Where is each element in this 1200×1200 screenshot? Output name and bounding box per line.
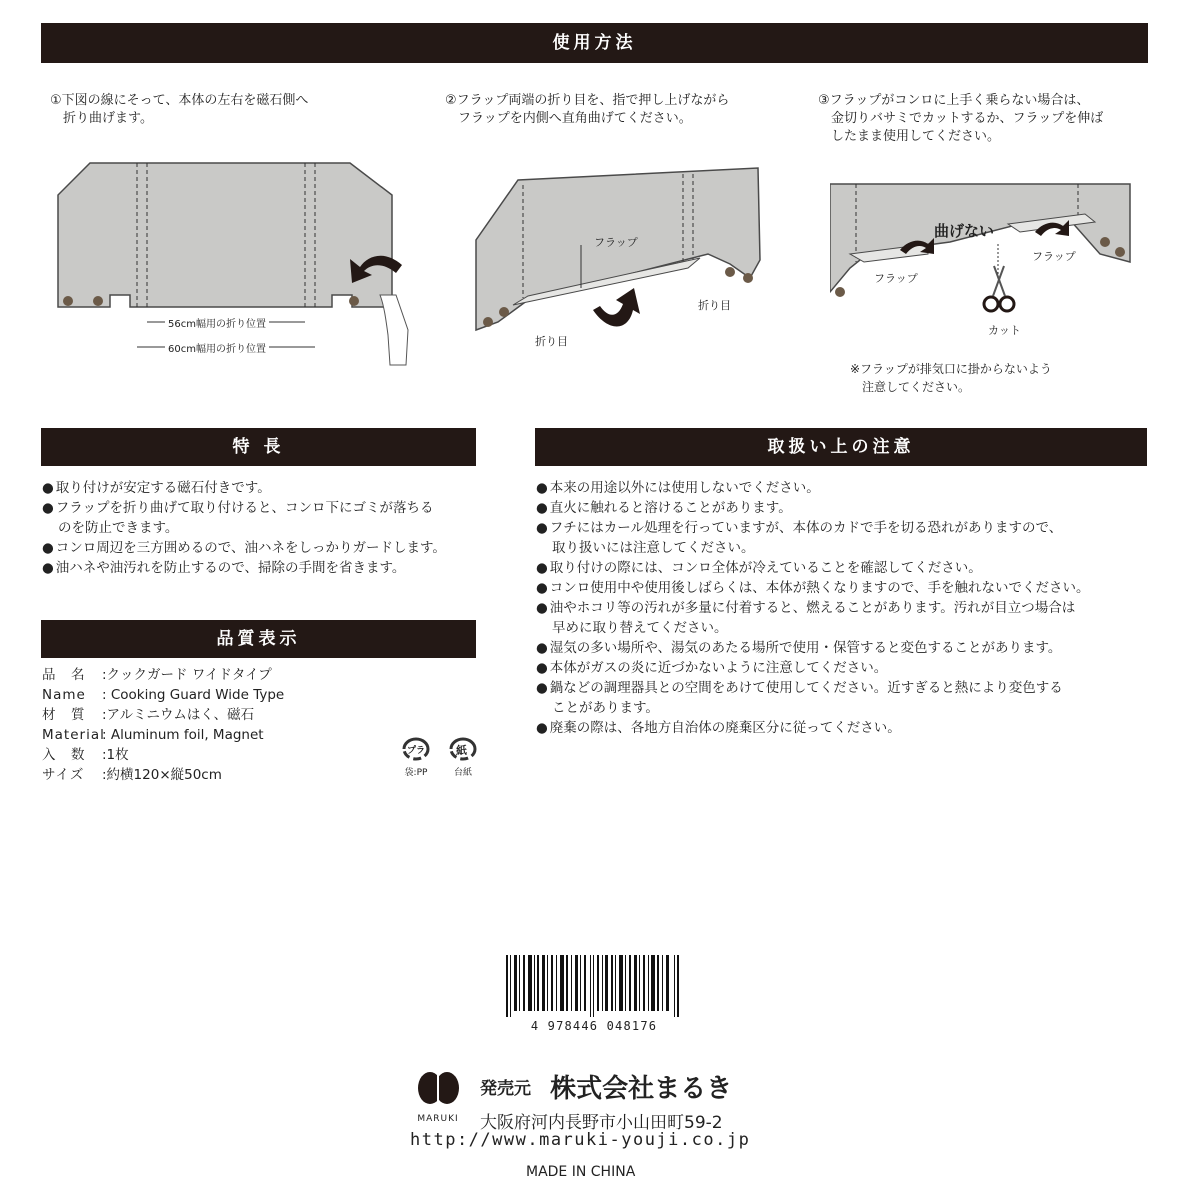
spec-label: 材 質	[42, 707, 86, 723]
label-cut: カット	[988, 324, 1021, 337]
spec-label: 入 数	[42, 747, 86, 763]
maruki-logo	[408, 1068, 468, 1124]
label-56cm: 56cm幅用の折り位置	[165, 315, 269, 330]
label-flap: フラップ	[594, 236, 638, 249]
caution-item: ● 本来の用途以外には使用しないでください。	[536, 478, 1156, 498]
logo-text: MARUKI	[417, 1114, 459, 1124]
label-fold-left: 折り目	[535, 335, 568, 348]
company-url[interactable]: http://www.maruki-youji.co.jp	[410, 1130, 751, 1150]
features-list	[42, 478, 492, 578]
spec-value: : Aluminum foil, Magnet	[102, 727, 264, 743]
section-title-features: 特 長	[232, 437, 285, 457]
step-3-text: ③フラップがコンロに上手く乗らない場合は、 金切りバサミでカットするか、フラップを伸ば したまま使用してください。	[818, 93, 1104, 144]
recycle-pla-label: 袋:PP	[404, 768, 428, 778]
caution-item: ● 本体がガスの炎に近づかないように注意してください。	[536, 658, 1156, 678]
recycle-paper-mark	[445, 736, 481, 778]
recycle-pla-mark	[398, 736, 434, 778]
spec-row	[42, 665, 284, 685]
caution-item: ● コンロ使用中や使用後しばらくは、本体が熱くなりますので、手を触れないでください。	[536, 578, 1156, 598]
caution-item: ● 廃棄の際は、各地方自治体の廃棄区分に従ってください。	[536, 718, 1156, 738]
caution-item: ● 湿気の多い場所や、湯気のあたる場所で使用・保管すると変色することがあります。	[536, 638, 1156, 658]
spec-label: Material	[42, 727, 105, 743]
label-60cm: 60cm幅用の折り位置	[165, 340, 269, 355]
barcode	[502, 955, 686, 1041]
caution-item: ● 直火に触れると溶けることがあります。	[536, 498, 1156, 518]
barcode-bars	[502, 955, 686, 1017]
company-address: 大阪府河内長野市小山田町59-2	[480, 1113, 723, 1133]
section-header-caution	[535, 428, 1147, 466]
barcode-number: 4 978446 048176	[530, 1019, 658, 1033]
spec-label: 品 名	[42, 667, 86, 683]
section-header-usage	[41, 23, 1148, 63]
feature-item: ● 取り付けが安定する磁石付きです。	[42, 478, 492, 498]
spec-row	[42, 725, 284, 745]
spec-value: :クックガード ワイドタイプ	[102, 667, 272, 683]
spec-row	[42, 745, 284, 765]
spec-label: サイズ	[42, 767, 85, 783]
spec-table	[42, 665, 284, 785]
section-title-quality: 品質表示	[216, 629, 301, 649]
caution-list	[536, 478, 1156, 738]
diagram-flap-fold	[468, 160, 778, 355]
section-header-quality	[41, 620, 476, 658]
label-flap-right: フラップ	[1032, 250, 1076, 263]
recycle-pla-symbol: プラ	[407, 746, 426, 756]
made-in: MADE IN CHINA	[526, 1164, 636, 1180]
spec-value: :アルミニウムはく、磁石	[102, 707, 255, 723]
seller-label: 発売元	[480, 1079, 531, 1099]
step-2-text: ②フラップ両端の折り目を、指で押し上げながら フラップを内側へ直角曲げてください。	[445, 93, 730, 126]
label-fold-right: 折り目	[698, 299, 731, 312]
diagram-fold-lines	[50, 155, 420, 370]
company-name: 株式会社まるき	[550, 1074, 733, 1104]
label-no-bend: 曲げない	[934, 222, 995, 240]
diagram-cut-flap	[830, 182, 1140, 342]
recycle-paper-symbol: 紙	[456, 744, 467, 757]
spec-value: : Cooking Guard Wide Type	[102, 687, 285, 703]
recycle-paper-label: 台紙	[453, 768, 472, 778]
section-header-features	[41, 428, 476, 466]
spec-label: Name	[42, 687, 86, 703]
step-1-text: ①下図の線にそって、本体の左右を磁石側へ 折り曲げます。	[50, 93, 309, 126]
section-title-usage: 使用方法	[552, 33, 637, 53]
spec-row	[42, 705, 284, 725]
spec-value: :1枚	[102, 747, 129, 763]
caution-item: ● 鍋などの調理器具との空間をあけて使用してください。近すぎると熱により変色する ことがあります。	[536, 678, 1156, 718]
feature-item: ● 油ハネや油汚れを防止するので、掃除の手間を省きます。	[42, 558, 492, 578]
maruki-logo-mark	[414, 1068, 462, 1108]
feature-item: ● コンロ周辺を三方囲めるので、油ハネをしっかりガードします。	[42, 538, 492, 558]
diagram3-note: ※フラップが排気口に掛からないよう 注意してください。	[850, 362, 1052, 394]
company-info	[480, 1068, 732, 1133]
caution-item: ● フチにはカール処理を行っていますが、本体のカドで手を切る恐れがありますので、 取り扱いには注意してください。	[536, 518, 1156, 558]
spec-row	[42, 765, 284, 785]
label-flap-left: フラップ	[874, 272, 918, 285]
section-title-caution: 取扱い上の注意	[767, 437, 915, 457]
feature-item: ● フラップを折り曲げて取り付けると、コンロ下にゴミが落ちる のを防止できます。	[42, 498, 492, 538]
caution-item: ● 取り付けの際には、コンロ全体が冷えていることを確認してください。	[536, 558, 1156, 578]
spec-value: :約横120×縦50cm	[102, 767, 222, 783]
spec-row	[42, 685, 284, 705]
caution-item: ● 油やホコリ等の汚れが多量に付着すると、燃えることがあります。汚れが目立つ場合は 早めに取り替えてください。	[536, 598, 1156, 638]
